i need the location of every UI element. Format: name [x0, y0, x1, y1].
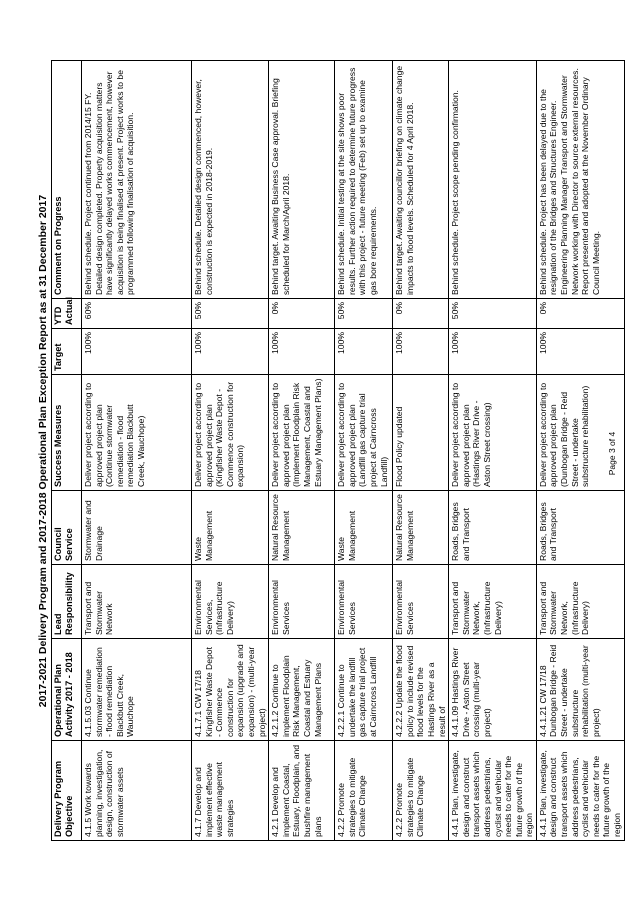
activity-cell: 4.4.1.21 CW 17/18 Dunbogan Bridge - Reid Street - undertake substructure rehabilitation (multi-year project)	[536, 639, 624, 741]
objective-cell: 4.2.2 Promote strategies to mitigate Climate Change	[393, 741, 449, 841]
ytd-cell: 0%	[393, 299, 449, 329]
activity-cell: 4.1.5.03 Continue stormwater remediation - flood remediation Blackbutt Creek, Wauchope	[82, 639, 192, 741]
lead-cell: Transport and Stormwater Network, (Infrastructure Delivery)	[536, 565, 624, 639]
comment-cell: Behind schedule. Initial testing at the site shows poor results. Further action required to determine future progress with this project - future meeting (Feb) set up to examine gas bore requirements.	[335, 61, 393, 299]
lead-cell: Transport and Stormwater Network, (Infrastructure Delivery)	[449, 565, 537, 639]
comment-cell: Behind target. Awaiting Business Case approval. Briefing scheduled for March/April 2018.	[269, 61, 335, 299]
activity-cell: 4.2.2.2 Update the flood policy to include revised flood levels for the Hastings River as a result of	[393, 639, 449, 741]
objective-cell: 4.1.5 Work towards planning, investigation, design, construction of stormwater assets	[82, 741, 192, 841]
service-cell: Waste Management	[192, 491, 269, 565]
header-ytd: YTD Actual	[52, 299, 82, 329]
header-activity: Operational Plan Activity 2017 - 2018	[52, 639, 82, 741]
measures-cell: Flood Policy updated	[393, 375, 449, 491]
table-row	[449, 61, 537, 841]
target-cell: 100%	[536, 329, 624, 375]
measures-cell: Deliver project according to approved project plan (Hastings River Drive - Aston Street crossing)	[449, 375, 537, 491]
table-row	[82, 61, 192, 841]
activity-cell: 4.2.1.2 Continue to implement Floodplain Risk Management, Coastal and Estuary Management Plans	[269, 639, 335, 741]
header-target: Target	[52, 329, 82, 375]
exception-report-table	[51, 60, 625, 841]
measures-cell: Deliver project according to approved project plan (Implement Floodplain Risk Management, Coastal and Estuary Management Plans)	[269, 375, 335, 491]
activity-cell: 4.4.1.09 Hastings River Drive - Aston Street crossing (multi-year project)	[449, 639, 537, 741]
objective-cell: 4.2.1 Develop and implement Coastal, Estuary, Floodplain, and bushfire management plans	[269, 741, 335, 841]
comment-cell: Behind schedule. Project has been delayed due to the resignation of the Bridges and Structures Engineer. Engineering Planning Manager Transport and Stormwater Network working with Director to source external resources. Report presented and adopted at the November Ordinary Council Meeting.	[536, 61, 624, 299]
activity-cell: 4.1.7.1 CW 17/18 Kingfisher Waste Depot - Commence construction for expansion (upgrade and expansion) - (multi-year project)	[192, 639, 269, 741]
ytd-cell: 50%	[335, 299, 393, 329]
comment-cell: Behind target. Awaiting councillor briefing on climate change impacts to flood levels. Scheduled for 4 April 2018.	[393, 61, 449, 299]
objective-cell: 4.2.2 Promote strategies to mitigate Climate Change	[335, 741, 393, 841]
table-row	[269, 61, 335, 841]
header-lead: Lead Responsibility	[52, 565, 82, 639]
measures-cell: Deliver project according to approved project plan (Dunbogan Bridge - Reid Street - undertake substructure rehabilitation)	[536, 375, 624, 491]
measures-cell: Deliver project according to approved project plan (Continue stormwater remediation - flood remediation Blackbutt Creek, Wauchope)	[82, 375, 192, 491]
ytd-cell: 0%	[536, 299, 624, 329]
objective-cell: 4.1.7 Develop and implement effective waste management strategies	[192, 741, 269, 841]
service-cell: Roads, Bridges and Transport	[536, 491, 624, 565]
ytd-cell: 50%	[192, 299, 269, 329]
table-row	[393, 61, 449, 841]
service-cell: Natural Resource Management	[269, 491, 335, 565]
ytd-cell: 0%	[269, 299, 335, 329]
target-cell: 100%	[393, 329, 449, 375]
page-number: Page 3 of 4	[607, 431, 617, 476]
header-objective: Delivery Program Objective	[52, 741, 82, 841]
target-cell: 100%	[269, 329, 335, 375]
header-row	[52, 61, 82, 841]
lead-cell: Environmental Services	[393, 565, 449, 639]
target-cell: 100%	[449, 329, 537, 375]
activity-cell: 4.2.2.1 Continue to undertake the landfill gas capture trial project at Cairncross Landfill	[335, 639, 393, 741]
service-cell: Roads, Bridges and Transport	[449, 491, 537, 565]
service-cell: Waste Management	[335, 491, 393, 565]
comment-cell: Behind schedule. Detailed design commenced, however, construction is expected in 2018-2019.	[192, 61, 269, 299]
measures-cell: Deliver project according to approved project plan (Kingfisher Waste Depot - Commence construction for expansion)	[192, 375, 269, 491]
ytd-cell: 50%	[449, 299, 537, 329]
objective-cell: 4.4.1 Plan, investigate, design and construct transport assets which address pedestrians, cyclist and vehicular needs to cater for the future growth of the region	[536, 741, 624, 841]
lead-cell: Transport and Stormwater Network	[82, 565, 192, 639]
header-service: Council Service	[52, 491, 82, 565]
service-cell: Natural Resource Management	[393, 491, 449, 565]
lead-cell: Environmental Services	[269, 565, 335, 639]
measures-cell: Deliver project according to approved project plan (Landfill gas capture trial project at Cairncross Landfill)	[335, 375, 393, 491]
target-cell: 100%	[192, 329, 269, 375]
comment-cell: Behind schedule. Project continued from 2014/15 FY. Detailed design completed. Property acquisition matters have significantly delayed works commencement, however acquisition is being finalised at present. Project works to be programmed following finalisation of acquisition.	[82, 61, 192, 299]
ytd-cell: 60%	[82, 299, 192, 329]
target-cell: 100%	[82, 329, 192, 375]
lead-cell: Environmental Services, (Infrastructure Delivery)	[192, 565, 269, 639]
target-cell: 100%	[335, 329, 393, 375]
report-title: 2017-2021 Delivery Program and 2017-2018 Operational Plan Exception Report as at 31 December 2017	[37, 194, 49, 708]
header-measures: Success Measures	[52, 375, 82, 491]
table-row	[335, 61, 393, 841]
table-row	[192, 61, 269, 841]
service-cell: Stormwater and Drainage	[82, 491, 192, 565]
header-comment: Comment on Progress	[52, 61, 82, 299]
objective-cell: 4.4.1 Plan, investigate, design and construct transport assets which address pedestrians, cyclist and vehicular needs to cater for the future growth of the region	[449, 741, 537, 841]
comment-cell: Behind schedule. Project scope pending confirmation.	[449, 61, 537, 299]
lead-cell: Environmental Services	[335, 565, 393, 639]
